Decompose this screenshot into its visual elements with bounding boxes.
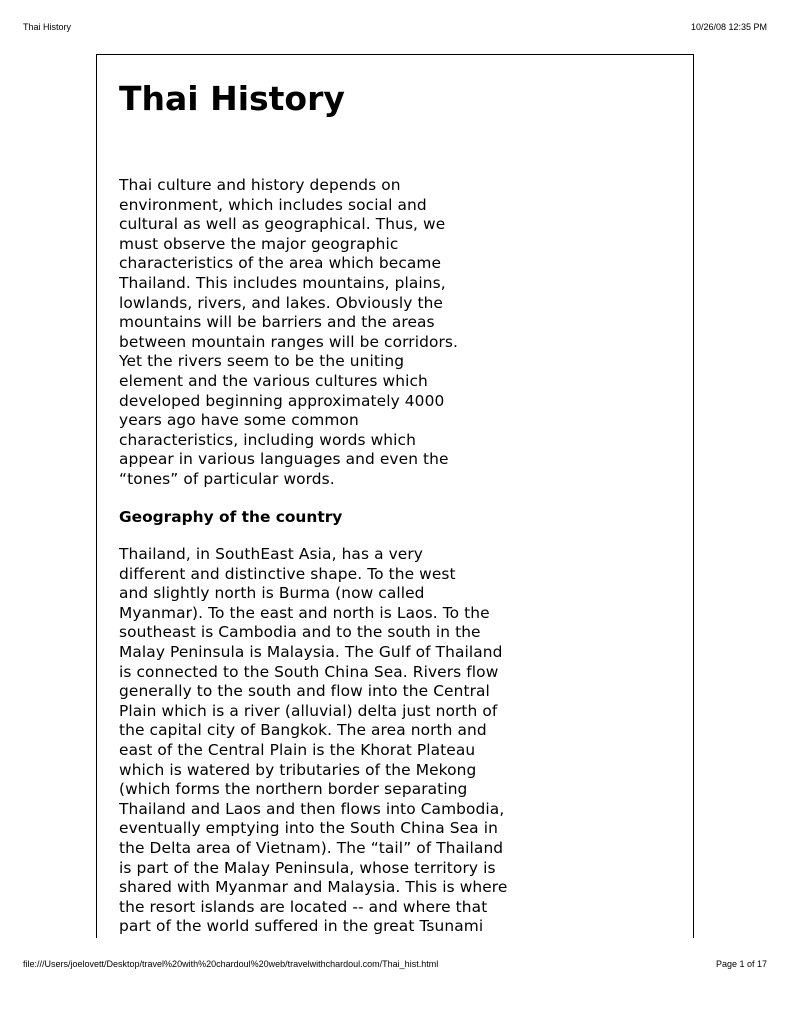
print-footer-page-number: Page 1 of 17	[715, 959, 767, 969]
intro-line: lowlands, rivers, and lakes. Obviously the	[119, 293, 444, 312]
intro-line: characteristics, including words which	[119, 430, 416, 449]
intro-line: mountains will be barriers and the areas	[119, 313, 435, 332]
geo-line: east of the Central Plain is the Khorat Plateau	[119, 741, 476, 760]
geo-line: different and distinctive shape. To the west	[119, 564, 456, 583]
geo-line: (which forms the northern border separating	[119, 780, 468, 799]
geo-line: is part of the Malay Peninsula, whose territory is	[119, 858, 496, 877]
intro-line: must observe the major geographic	[119, 234, 399, 253]
page-title: Thai History	[119, 79, 345, 118]
print-header-datetime: 10/26/08 12:35 PM	[690, 22, 767, 32]
geo-line: shared with Myanmar and Malaysia. This is where	[119, 878, 508, 897]
geo-line: and slightly north is Burma (now called	[119, 584, 425, 603]
geo-line: eventually emptying into the South China Sea in	[119, 819, 498, 838]
geo-line: Thailand and Laos and then flows into Cambodia,	[119, 799, 505, 818]
geo-line: part of the world suffered in the great Tsunami	[119, 917, 484, 936]
intro-paragraph	[119, 176, 544, 490]
geo-line: Thailand, in SouthEast Asia, has a very	[119, 545, 424, 564]
intro-line: element and the various cultures which	[119, 371, 428, 390]
geo-line: southeast is Cambodia and to the south in the	[119, 623, 481, 642]
intro-line: between mountain ranges will be corridors.	[119, 332, 459, 351]
geo-line: is connected to the South China Sea. Rivers flow	[119, 662, 499, 681]
intro-line: characteristics of the area which became	[119, 254, 442, 273]
intro-line: environment, which includes social and	[119, 195, 427, 214]
page-frame	[96, 54, 694, 938]
print-header-title: Thai History	[23, 22, 72, 32]
geo-line: Malay Peninsula is Malaysia. The Gulf of Thailand	[119, 643, 503, 662]
geo-line: Plain which is a river (alluvial) delta just north of	[119, 701, 498, 720]
geo-line: Myanmar). To the east and north is Laos. To the	[119, 603, 490, 622]
geo-line: the Delta area of Vietnam). The “tail” of Thailand	[119, 839, 504, 857]
geo-line: which is watered by tributaries of the Mekong	[119, 760, 477, 779]
intro-line: years ago have some common	[119, 411, 359, 430]
intro-line: appear in various languages and even the	[119, 450, 449, 469]
intro-line: Thai culture and history depends on	[119, 176, 401, 194]
geography-paragraph	[119, 545, 544, 937]
intro-line: cultural as well as geographical. Thus, we	[119, 215, 446, 234]
intro-line: Yet the rivers seem to be the uniting	[119, 352, 405, 371]
article-content	[119, 79, 544, 937]
intro-line: developed beginning approximately 4000	[119, 391, 445, 410]
intro-line: “tones” of particular words.	[119, 469, 335, 488]
intro-line: Thailand. This includes mountains, plains,	[119, 273, 446, 292]
print-footer-url: file:///Users/joelovett/Desktop/travel%20with%20chardoul%20web/travelwithchardoul.com/Thai_hist.html	[23, 959, 439, 969]
geo-line: generally to the south and flow into the Central	[119, 682, 490, 701]
geo-line: the resort islands are located -- and where that	[119, 897, 488, 916]
section-heading-geography: Geography of the country	[119, 507, 343, 526]
geo-line: the capital city of Bangkok. The area north and	[119, 721, 487, 740]
